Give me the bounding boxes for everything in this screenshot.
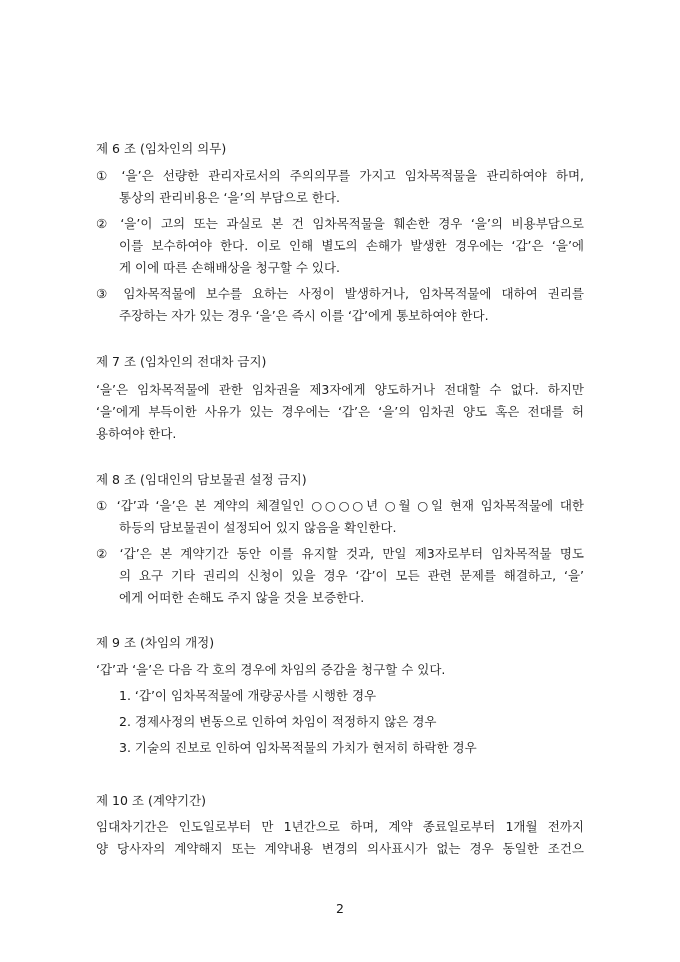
- article-8-heading: 제 8 조 (임대인의 담보물권 설정 금지): [96, 472, 307, 487]
- article-9-line: ‘갑’과 ‘을’은 다음 각 호의 경우에 차임의 증감을 청구할 수 있다.: [96, 662, 446, 677]
- article-9-list-item: 2. 경제사정의 변동으로 인하여 차임이 적정하지 않은 경우: [119, 714, 437, 729]
- article-9-list-item: 1. ‘갑’이 임차목적물에 개량공사를 시행한 경우: [119, 688, 377, 703]
- article-6-line: ② ‘을’이 고의 또는 과실로 본 건 임차목적물을 훼손한 경우 ‘을’의 비용부담으로: [96, 216, 584, 231]
- article-8-line: 하등의 담보물권이 설정되어 있지 않음을 확인한다.: [119, 520, 397, 535]
- article-10-line: 양 당사자의 계약해지 또는 계약내용 변경의 의사표시가 없는 경우 동일한 조건으: [96, 841, 584, 856]
- article-6-line: 이를 보수하여야 한다. 이로 인해 별도의 손해가 발생한 경우에는 ‘갑’은 ‘을’에: [119, 238, 584, 253]
- article-6-line: ③ 임차목적물에 보수를 요하는 사정이 발생하거나, 임차목적물에 대하여 권리를: [96, 286, 584, 301]
- article-6-line: ① ‘을’은 선량한 관리자로서의 주의의무를 가지고 임차목적물을 관리하여야 하며,: [96, 168, 584, 183]
- article-6-line: 주장하는 자가 있는 경우 ‘을’은 즉시 이를 ‘갑’에게 통보하여야 한다.: [119, 308, 489, 323]
- article-10-heading: 제 10 조 (계약기간): [96, 793, 207, 808]
- article-6-line: 게 이에 따른 손해배상을 청구할 수 있다.: [119, 260, 341, 275]
- article-6-heading: 제 6 조 (임차인의 의무): [96, 141, 227, 156]
- article-9-list-item: 3. 기술의 진보로 인하여 임차목적물의 가치가 현저히 하락한 경우: [119, 740, 477, 755]
- article-6-line: 통상의 관리비용은 ‘을’의 부담으로 한다.: [119, 190, 341, 205]
- article-7-line: 용하여야 한다.: [96, 426, 177, 441]
- article-7-line: ‘을’에게 부득이한 사유가 있는 경우에는 ‘갑’은 ‘을’의 임차권 양도 혹은 전대를 허: [96, 404, 584, 419]
- article-8-line: ① ‘갑’과 ‘을’은 본 계약의 체결일인 ○○○○년 ○월 ○일 현재 임차목적물에 대한: [96, 498, 584, 513]
- article-9-heading: 제 9 조 (차임의 개정): [96, 635, 215, 650]
- article-7-line: ‘을’은 임차목적물에 관한 임차권을 제3자에게 양도하거나 전대할 수 없다. 하지만: [96, 382, 584, 397]
- article-8-line: 에게 어떠한 손해도 주지 않을 것을 보증한다.: [119, 590, 365, 605]
- article-8-line: 의 요구 기타 권리의 신청이 있을 경우 ‘갑’이 모든 관련 문제를 해결하고, ‘을’: [119, 568, 584, 583]
- page-number: 2: [336, 901, 344, 916]
- article-10-line: 임대차기간은 인도일로부터 만 1년간으로 하며, 계약 종료일로부터 1개월 전까지: [96, 819, 584, 834]
- article-7-heading: 제 7 조 (임차인의 전대차 금지): [96, 354, 267, 369]
- article-8-line: ② ‘갑’은 본 계약기간 동안 이를 유지할 것과, 만일 제3자로부터 임차목적물 명도: [96, 546, 584, 561]
